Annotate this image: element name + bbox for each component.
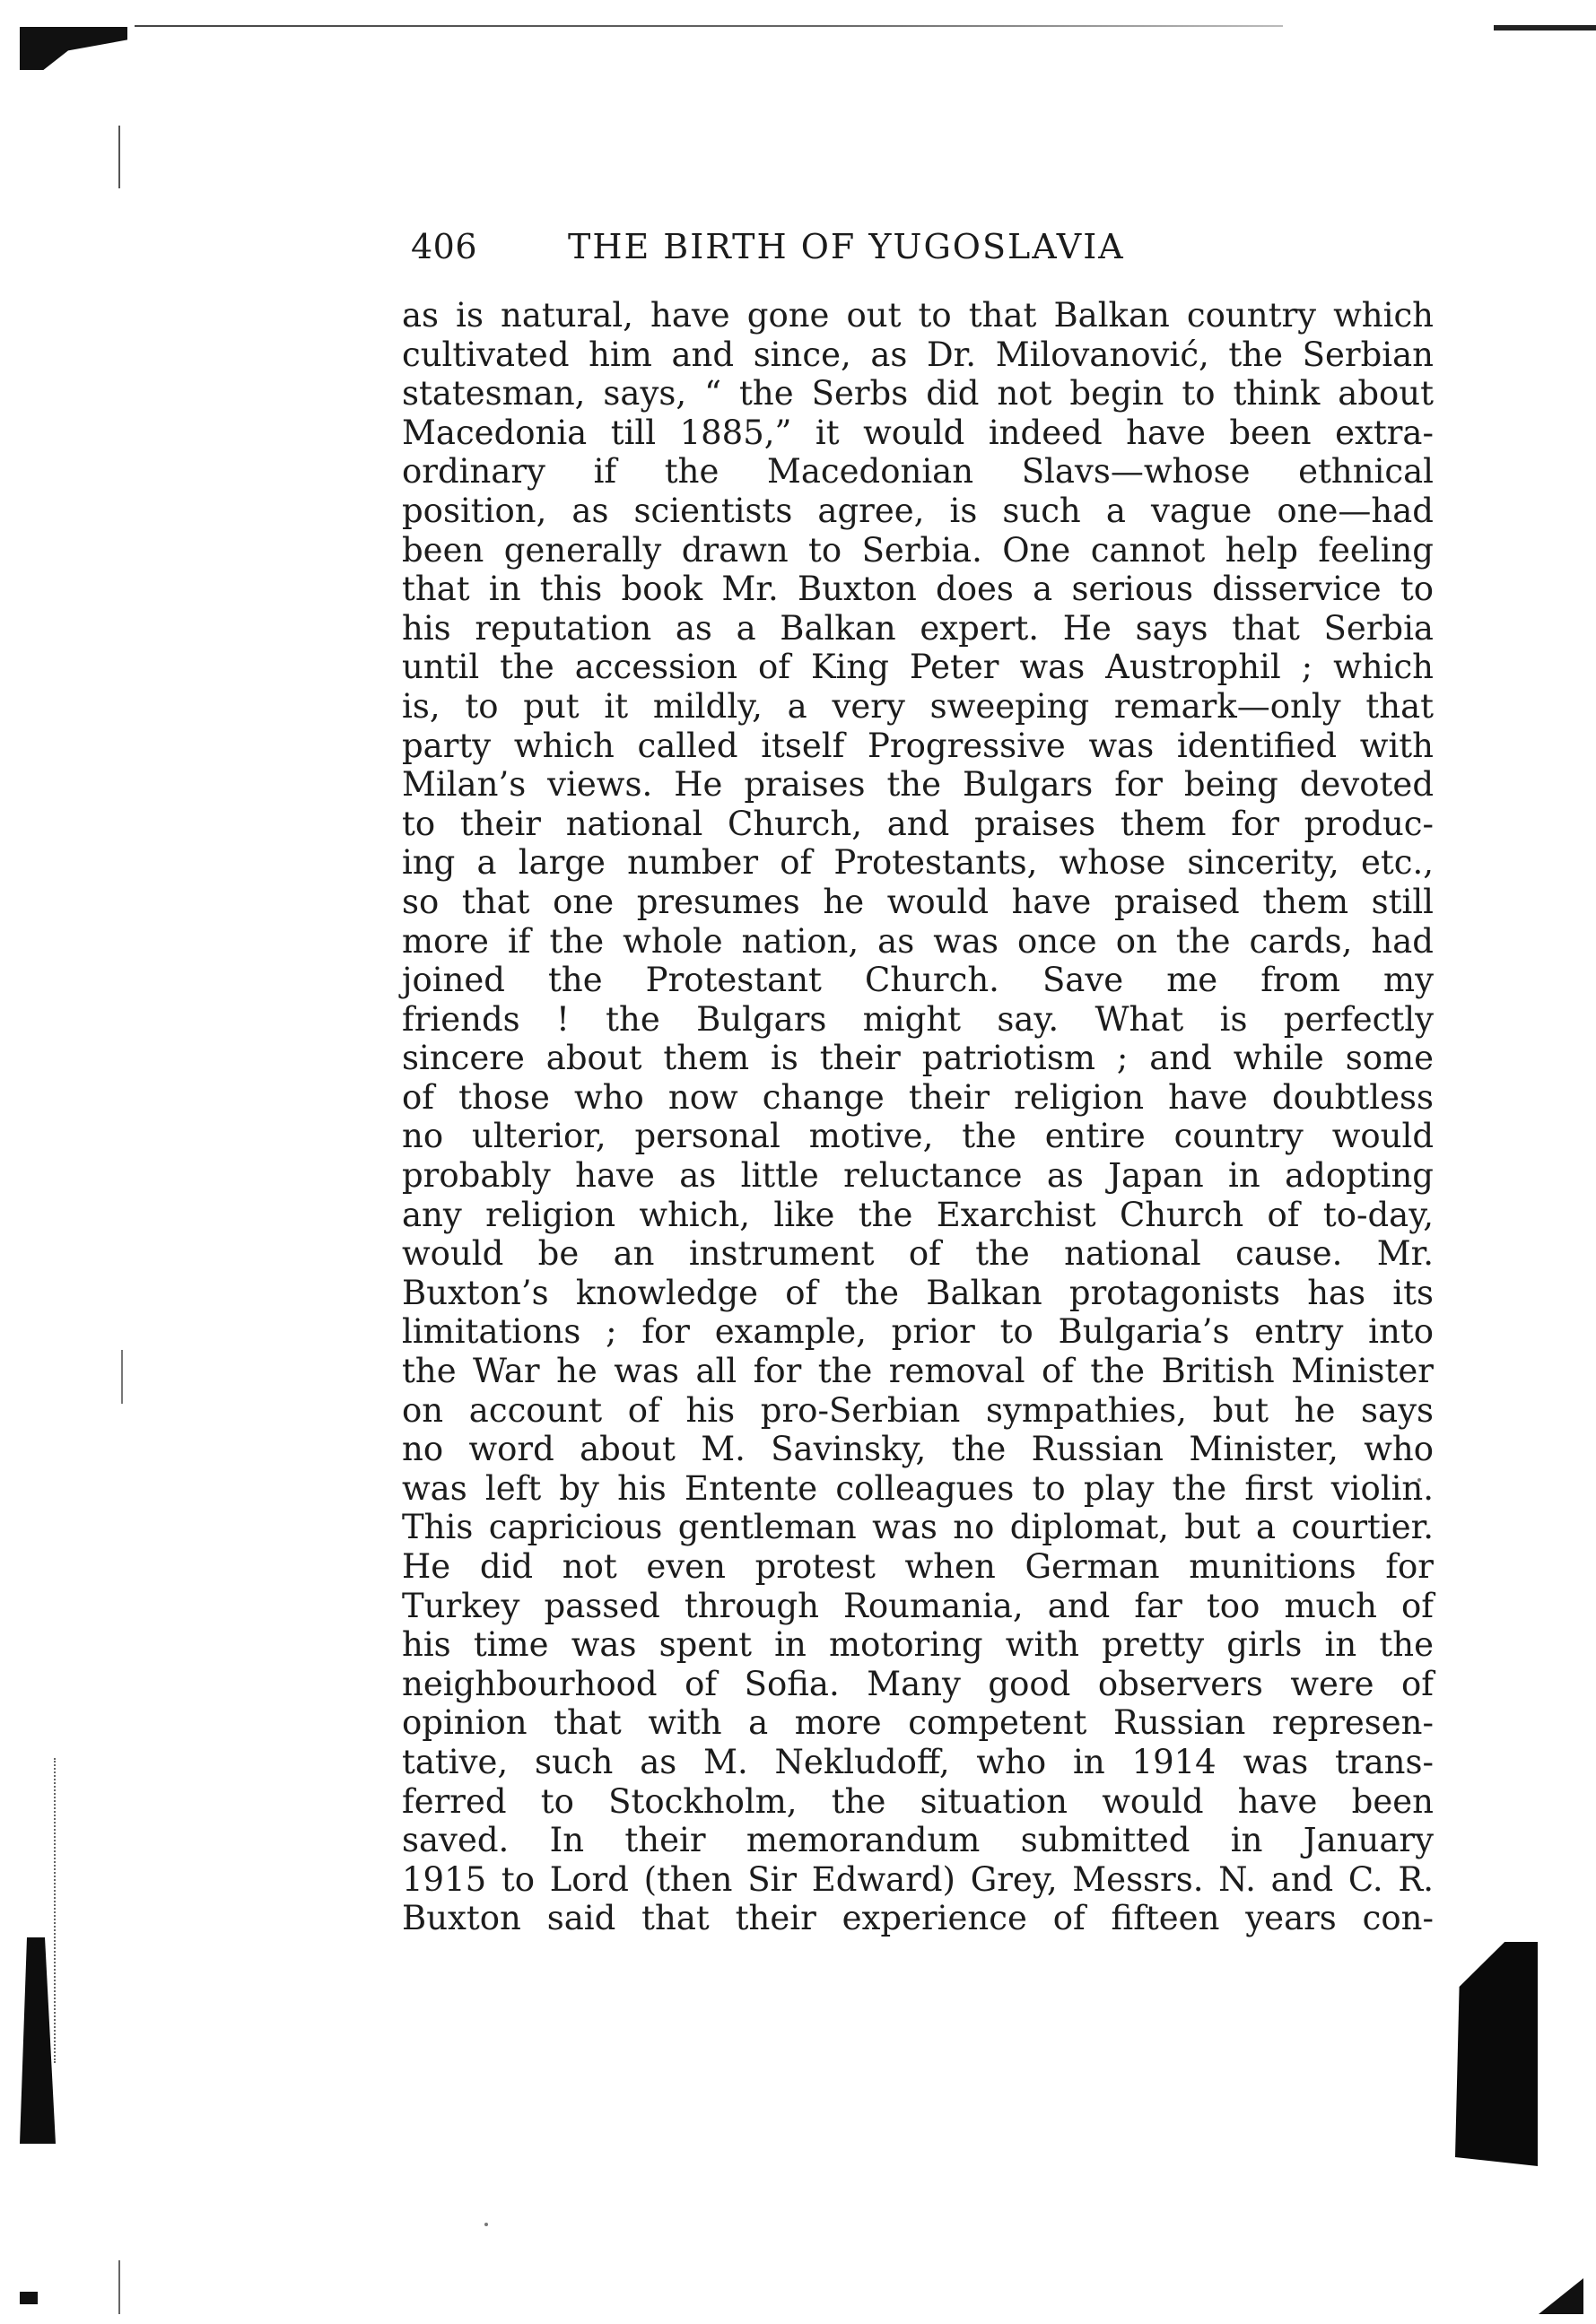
- text-line: position, as scientists agree, is such a vague one—had: [402, 491, 1434, 530]
- text-line: opinion that with a more competent Russian represen-: [402, 1703, 1434, 1743]
- text-line: Buxton’s knowledge of the Balkan protagonists has its: [402, 1273, 1434, 1312]
- text-line: tative, such as M. Nekludoff, who in 1914 was trans-: [402, 1742, 1434, 1781]
- body-paragraph: [402, 296, 1434, 1938]
- text-line: is, to put it mildly, a very sweeping remark—only that: [402, 686, 1434, 726]
- text-line: Turkey passed through Roumania, and far too much of: [402, 1586, 1434, 1625]
- scan-blot-left-bottom: [20, 1937, 56, 2144]
- page-number: 406: [411, 227, 478, 266]
- text-line: neighbourhood of Sofia. Many good observers were of: [402, 1664, 1434, 1703]
- text-line: the War he was all for the removal of the British Minister: [402, 1352, 1434, 1391]
- text-line: ing a large number of Protestants, whose sincerity, etc.,: [402, 843, 1434, 883]
- text-line: sincere about them is their patriotism ; and while some: [402, 1039, 1434, 1078]
- text-line: statesman, says, “ the Serbs did not begin to think about: [402, 374, 1434, 413]
- text-line: Buxton said that their experience of fifteen years con-: [402, 1899, 1434, 1938]
- text-line: so that one presumes he would have praised them still: [402, 882, 1434, 921]
- text-line: until the accession of King Peter was Austrophil ; which: [402, 648, 1434, 687]
- text-line: that in this book Mr. Buxton does a serious disservice to: [402, 570, 1434, 609]
- scan-mark-left-lower: [118, 2260, 120, 2314]
- scan-specks-left: [54, 1758, 92, 2063]
- text-line: ordinary if the Macedonian Slavs—whose ethnical: [402, 452, 1434, 492]
- running-head: [411, 224, 1443, 269]
- text-line: 1915 to Lord (then Sir Edward) Grey, Messrs. N. and C. R.: [402, 1859, 1434, 1899]
- text-line: saved. In their memorandum submitted in January: [402, 1821, 1434, 1860]
- scan-mark-right-corner: [1539, 2278, 1583, 2314]
- text-line: friends ! the Bulgars might say. What is perfectly: [402, 999, 1434, 1039]
- text-line: probably have as little reluctance as Japan in adopting: [402, 1156, 1434, 1196]
- text-line: This capricious gentleman was no diplomat, but a courtier.: [402, 1508, 1434, 1547]
- text-line: his time was spent in motoring with pretty girls in the: [402, 1625, 1434, 1665]
- text-line: would be an instrument of the national cause. Mr.: [402, 1234, 1434, 1274]
- text-line: no word about M. Savinsky, the Russian Minister, who: [402, 1430, 1434, 1469]
- text-line: was left by his Entente colleagues to play the first violin.: [402, 1468, 1434, 1508]
- text-line: of those who now change their religion have doubtless: [402, 1077, 1434, 1117]
- scan-mark-left-corner: [20, 2292, 38, 2304]
- scan-mark-left-middle: [121, 1350, 123, 1404]
- scan-edge-top-right: [1494, 25, 1596, 30]
- text-line: no ulterior, personal motive, the entire country would: [402, 1117, 1434, 1156]
- text-line: more if the whole nation, as was once on the cards, had: [402, 921, 1434, 961]
- text-line: He did not even protest when German munitions for: [402, 1547, 1434, 1586]
- text-line: as is natural, have gone out to that Balkan country which: [402, 296, 1434, 335]
- text-line: joined the Protestant Church. Save me from my: [402, 961, 1434, 1000]
- text-line: cultivated him and since, as Dr. Milovanović, the Serbian: [402, 335, 1434, 374]
- text-line: party which called itself Progressive was identified with: [402, 726, 1434, 765]
- text-line: Macedonia till 1885,” it would indeed have been extra-: [402, 413, 1434, 452]
- text-line: any religion which, like the Exarchist Church of to-day,: [402, 1195, 1434, 1234]
- scan-mark-left-upper: [118, 126, 120, 188]
- text-line: on account of his pro-Serbian sympathies, but he says: [402, 1390, 1434, 1430]
- scan-blot-top-left: [20, 27, 127, 70]
- scan-speck: [484, 2223, 488, 2226]
- scan-blot-right: [1455, 1942, 1538, 2166]
- text-line: his reputation as a Balkan expert. He says that Serbia: [402, 608, 1434, 648]
- text-line: to their national Church, and praises them for produc-: [402, 804, 1434, 843]
- text-line: limitations ; for example, prior to Bulgaria’s entry into: [402, 1312, 1434, 1352]
- running-title: THE BIRTH OF YUGOSLAVIA: [568, 227, 1125, 266]
- text-line: ferred to Stockholm, the situation would have been: [402, 1781, 1434, 1821]
- text-line: Milan’s views. He praises the Bulgars for being devoted: [402, 765, 1434, 805]
- text-line: been generally drawn to Serbia. One cannot help feeling: [402, 530, 1434, 570]
- scan-edge-top: [135, 25, 1283, 27]
